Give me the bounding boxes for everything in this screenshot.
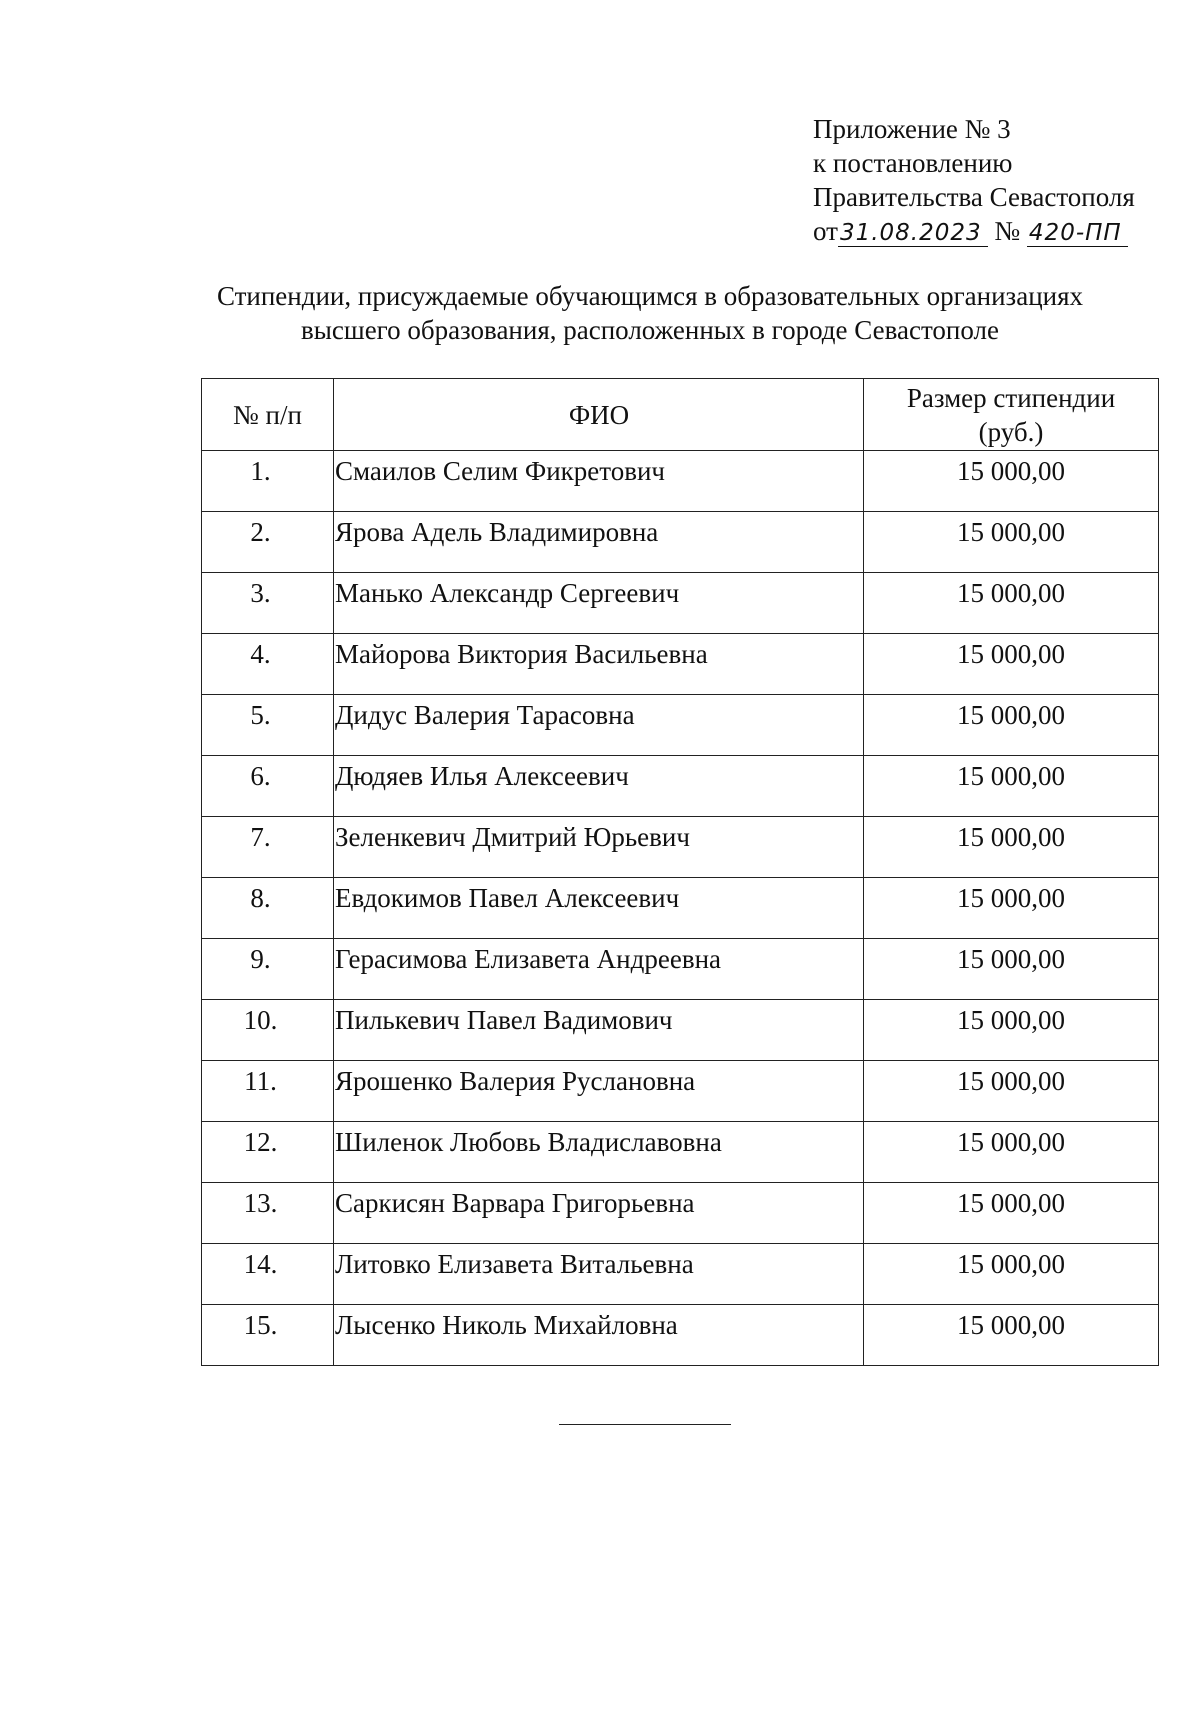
table-row <box>202 878 1159 939</box>
row-number: 13. <box>202 1183 334 1244</box>
appendix-title: Приложение № 3 <box>813 114 1011 144</box>
table-row <box>202 695 1159 756</box>
appendix-issuer: Правительства Севастополя <box>813 182 1135 212</box>
row-amount: 15 000,00 <box>864 1244 1159 1305</box>
row-amount: 15 000,00 <box>864 1122 1159 1183</box>
row-full-name: Шиленок Любовь Владиславовна <box>334 1122 864 1183</box>
row-number: 5. <box>202 695 334 756</box>
end-divider <box>559 1424 731 1425</box>
row-full-name: Ярова Адель Владимировна <box>334 512 864 573</box>
number-prefix: № <box>994 216 1021 246</box>
row-number: 2. <box>202 512 334 573</box>
row-amount: 15 000,00 <box>864 878 1159 939</box>
table-row <box>202 573 1159 634</box>
row-amount: 15 000,00 <box>864 695 1159 756</box>
row-amount: 15 000,00 <box>864 1305 1159 1366</box>
table-row <box>202 1244 1159 1305</box>
row-number: 8. <box>202 878 334 939</box>
row-full-name: Саркисян Варвара Григорьевна <box>334 1183 864 1244</box>
row-full-name: Литовко Елизавета Витальевна <box>334 1244 864 1305</box>
row-full-name: Зеленкевич Дмитрий Юрьевич <box>334 817 864 878</box>
row-full-name: Лысенко Николь Михайловна <box>334 1305 864 1366</box>
row-number: 15. <box>202 1305 334 1366</box>
row-amount: 15 000,00 <box>864 451 1159 512</box>
row-full-name: Пилькевич Павел Вадимович <box>334 1000 864 1061</box>
row-number: 10. <box>202 1000 334 1061</box>
row-number: 12. <box>202 1122 334 1183</box>
row-amount: 15 000,00 <box>864 1183 1159 1244</box>
table-row <box>202 512 1159 573</box>
row-amount: 15 000,00 <box>864 634 1159 695</box>
row-amount: 15 000,00 <box>864 512 1159 573</box>
row-full-name: Евдокимов Павел Алексеевич <box>334 878 864 939</box>
title-line-1: Стипендии, присуждаемые обучающимся в образовательных организациях <box>216 281 1084 311</box>
table-row <box>202 451 1159 512</box>
row-full-name: Герасимова Елизавета Андреевна <box>334 939 864 1000</box>
row-amount: 15 000,00 <box>864 1000 1159 1061</box>
row-number: 6. <box>202 756 334 817</box>
handwritten-date: 31.08.2023 <box>838 220 988 247</box>
row-full-name: Ярошенко Валерия Руслановна <box>334 1061 864 1122</box>
row-number: 9. <box>202 939 334 1000</box>
row-amount: 15 000,00 <box>864 756 1159 817</box>
row-amount: 15 000,00 <box>864 817 1159 878</box>
table-row <box>202 1000 1159 1061</box>
row-full-name: Дюдяев Илья Алексеевич <box>334 756 864 817</box>
row-amount: 15 000,00 <box>864 1061 1159 1122</box>
row-full-name: Смаилов Селим Фикретович <box>334 451 864 512</box>
row-number: 14. <box>202 1244 334 1305</box>
row-number: 3. <box>202 573 334 634</box>
header-full-name: ФИО <box>334 379 864 451</box>
table-row <box>202 1122 1159 1183</box>
table-row <box>202 1061 1159 1122</box>
table-row <box>202 817 1159 878</box>
row-number: 11. <box>202 1061 334 1122</box>
table-row <box>202 1183 1159 1244</box>
row-full-name: Майорова Виктория Васильевна <box>334 634 864 695</box>
table-row <box>202 756 1159 817</box>
header-amount-line-2: (руб.) <box>978 416 1044 447</box>
row-number: 1. <box>202 451 334 512</box>
appendix-header <box>813 112 1193 248</box>
appendix-date-number-line <box>813 214 1193 248</box>
row-full-name: Манько Александр Сергеевич <box>334 573 864 634</box>
table-row <box>202 634 1159 695</box>
header-number: № п/п <box>202 379 334 451</box>
header-amount-line-1: Размер стипендии <box>906 382 1116 413</box>
table-row <box>202 1305 1159 1366</box>
scholarship-table <box>201 378 1159 1366</box>
handwritten-number: 420-ПП <box>1027 220 1128 247</box>
document-title <box>150 279 1150 347</box>
appendix-reference: к постановлению <box>813 148 1013 178</box>
row-full-name: Дидус Валерия Тарасовна <box>334 695 864 756</box>
row-amount: 15 000,00 <box>864 573 1159 634</box>
table-row <box>202 939 1159 1000</box>
header-amount <box>864 379 1159 451</box>
date-prefix: от <box>813 216 838 246</box>
row-amount: 15 000,00 <box>864 939 1159 1000</box>
row-number: 4. <box>202 634 334 695</box>
table-header-row <box>202 379 1159 451</box>
title-line-2: высшего образования, расположенных в городе Севастополе <box>301 315 999 345</box>
row-number: 7. <box>202 817 334 878</box>
